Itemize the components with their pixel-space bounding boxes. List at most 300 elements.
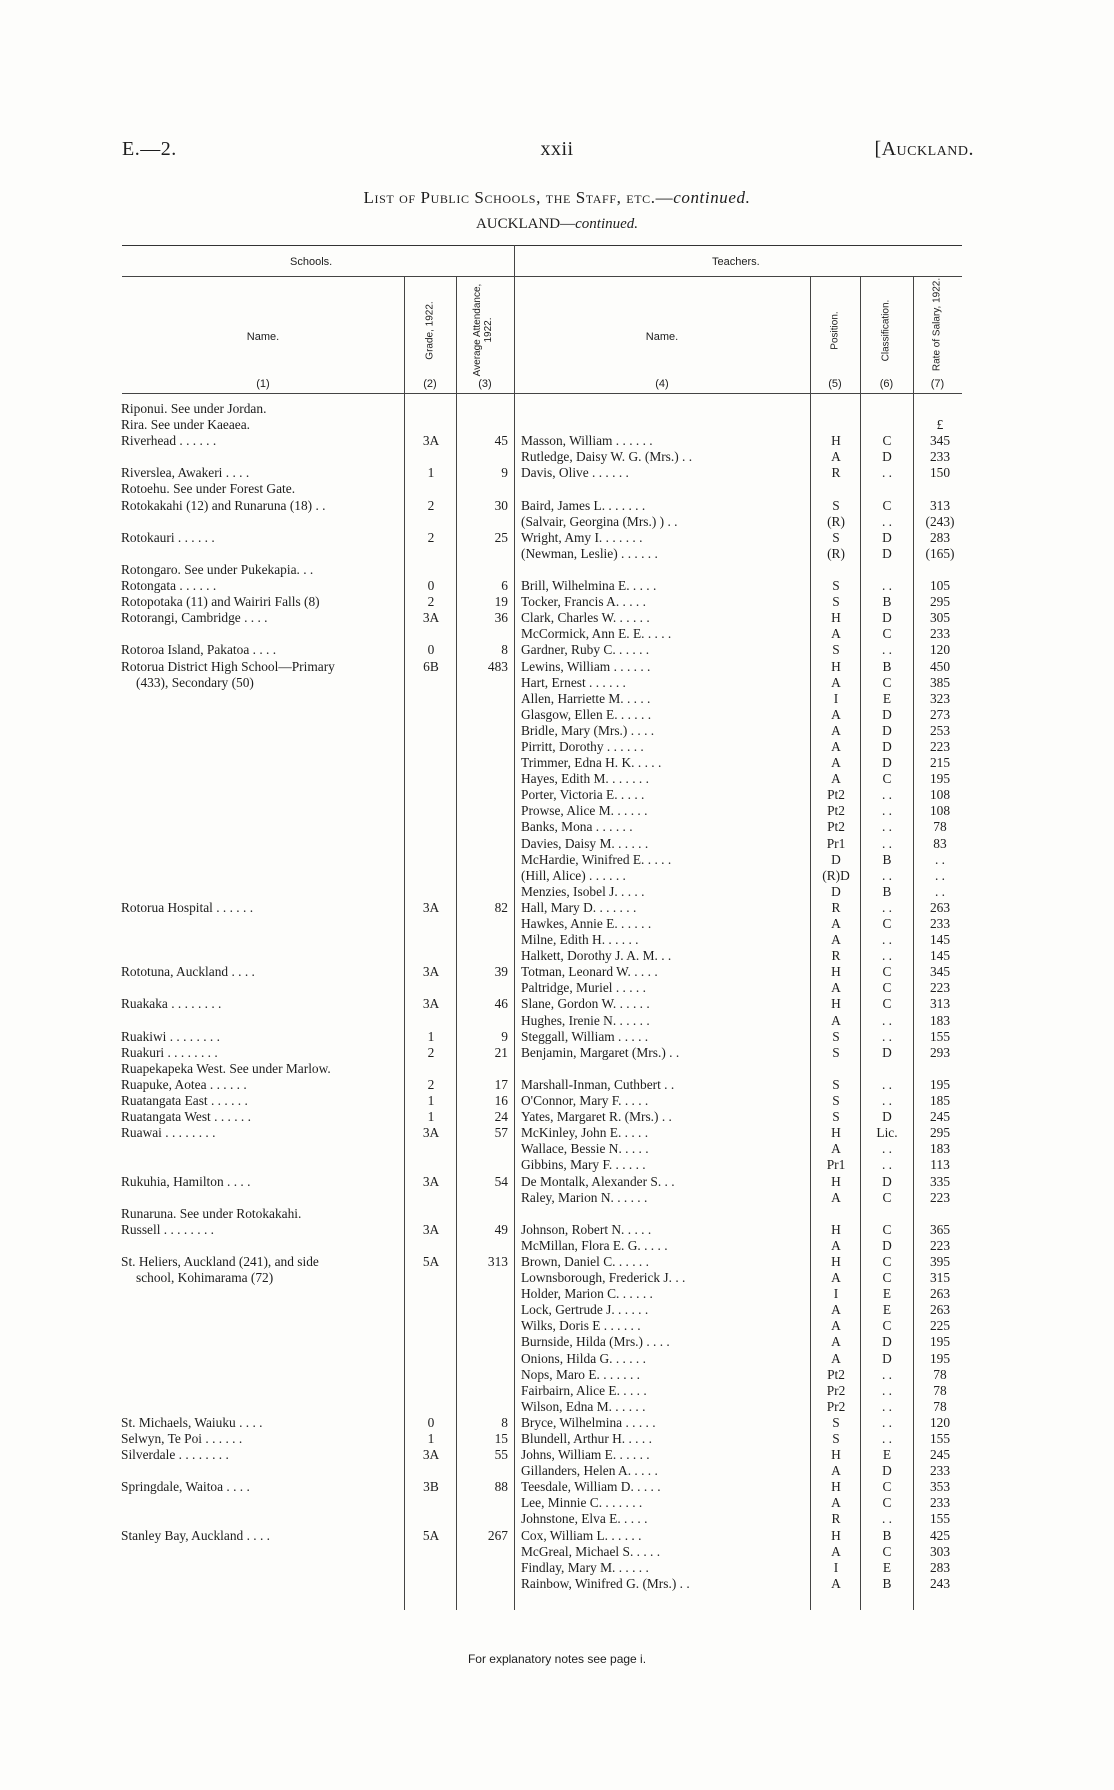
teacher-name-cell: McCormick, Ann E. E. . . . .: [521, 626, 672, 642]
classification-cell: D: [882, 1173, 892, 1189]
teacher-name-cell: Lewins, William . . . . . .: [521, 658, 651, 674]
column-number-7: (7): [930, 378, 945, 390]
table-row: [0, 1109, 1114, 1125]
position-cell: R: [831, 899, 841, 915]
grade-cell: 2: [427, 497, 435, 513]
classification-cell: D: [882, 1237, 892, 1253]
salary-cell: 233: [929, 626, 951, 642]
teacher-name-cell: Marshall-Inman, Cuthbert . .: [521, 1076, 675, 1092]
grade-cell: 1: [427, 1109, 435, 1125]
school-name-cell: Runaruna. See under Rotokakahi.: [121, 1205, 302, 1221]
teacher-name-cell: Menzies, Isobel J. . . . .: [521, 883, 645, 899]
classification-cell: . .: [881, 1076, 893, 1092]
salary-cell: £: [936, 417, 944, 433]
salary-cell: 215: [929, 755, 951, 771]
teacher-name-cell: Halkett, Dorothy J. A. M. . .: [521, 948, 672, 964]
position-cell: A: [831, 626, 841, 642]
table-row: [0, 964, 1114, 980]
classification-cell: E: [882, 1286, 892, 1302]
grade-cell: 1: [427, 1431, 435, 1446]
teacher-name-cell: (Hill, Alice) . . . . . .: [521, 867, 626, 883]
position-cell: (R): [827, 545, 845, 561]
teacher-name-cell: Holder, Marion C. . . . . .: [521, 1286, 653, 1302]
classification-cell: C: [882, 996, 892, 1012]
salary-cell: 113: [930, 1157, 950, 1173]
salary-cell: 425: [929, 1527, 951, 1543]
teacher-name-cell: Yates, Margaret R. (Mrs.) . .: [521, 1109, 672, 1125]
table-row: [0, 723, 1114, 739]
school-name-cell: Silverdale . . . . . . . .: [121, 1447, 229, 1463]
position-cell: H: [831, 433, 841, 449]
salary-cell: . .: [934, 851, 946, 867]
grade-cell: 3A: [422, 1173, 440, 1189]
classification-cell: . .: [881, 578, 893, 594]
school-name-cell: Rotoroa Island, Pakatoa . . . .: [121, 642, 277, 658]
position-cell: A: [831, 1318, 841, 1334]
teacher-name-cell: Bryce, Wilhelmina . . . . .: [521, 1414, 656, 1430]
table-row: [0, 546, 1114, 562]
grade-cell: 6B: [423, 658, 439, 674]
teacher-name-cell: Steggall, William . . . . .: [521, 1028, 649, 1044]
school-name-cell: Selwyn, Te Poi . . . . . .: [121, 1431, 243, 1446]
table-row: [0, 659, 1114, 675]
salary-cell: 105: [929, 578, 951, 594]
classification-cell: C: [882, 916, 892, 931]
table-row: [0, 1254, 1114, 1270]
classification-cell: C: [882, 1495, 892, 1511]
teacher-name-cell: Johnstone, Elva E. . . . .: [521, 1511, 648, 1527]
footer-note: For explanatory notes see page i.: [467, 1652, 647, 1666]
classification-cell: D: [882, 449, 892, 465]
classification-cell: E: [882, 1447, 892, 1463]
table-row: [0, 514, 1114, 530]
salary-cell: 283: [929, 529, 951, 545]
salary-cell: 195: [929, 1334, 951, 1350]
salary-cell: . .: [934, 867, 946, 883]
teacher-name-header: Name.: [645, 331, 679, 343]
salary-cell: 365: [929, 1221, 951, 1237]
classification-cell: . .: [881, 787, 893, 803]
position-cell: H: [831, 658, 841, 674]
classification-cell: D: [882, 1463, 892, 1479]
table-row: [0, 1061, 1114, 1077]
classification-cell: C: [882, 771, 892, 787]
attendance-cell: 45: [494, 433, 508, 449]
table-row: [0, 1495, 1114, 1511]
table-row: [0, 1463, 1114, 1479]
table-row: [0, 1334, 1114, 1350]
salary-cell: 145: [929, 948, 951, 964]
table-row: [0, 1190, 1114, 1206]
table-row: [0, 868, 1114, 884]
grade-cell: 0: [427, 642, 435, 658]
salary-cell: 120: [929, 642, 951, 658]
classification-cell: D: [882, 610, 892, 626]
teacher-name-cell: Hall, Mary D. . . . . . .: [521, 899, 637, 915]
column-number-1: (1): [256, 378, 270, 390]
salary-cell: . .: [934, 883, 946, 899]
position-cell: H: [831, 1253, 841, 1269]
school-name-cell: Ruakiwi . . . . . . . .: [121, 1028, 220, 1044]
page-title: [0, 188, 1114, 208]
classification-cell: . .: [881, 1414, 893, 1430]
table-row: [0, 626, 1114, 642]
position-cell: A: [831, 722, 841, 738]
attendance-cell: 16: [494, 1093, 508, 1109]
teacher-name-cell: Banks, Mona . . . . . .: [521, 819, 633, 835]
teacher-name-cell: Brown, Daniel C. . . . . .: [521, 1253, 649, 1269]
position-cell: A: [831, 916, 841, 931]
attendance-cell: 88: [494, 1479, 508, 1495]
position-cell: A: [831, 1237, 841, 1253]
classification-cell: . .: [881, 642, 893, 658]
classification-cell: . .: [881, 513, 893, 529]
grade-cell: 2: [427, 1044, 435, 1060]
classification-cell: D: [882, 545, 892, 561]
table-row: [0, 836, 1114, 852]
teacher-name-cell: Lee, Minnie C. . . . . . .: [521, 1495, 643, 1511]
classification-cell: . .: [881, 1431, 893, 1446]
position-cell: I: [833, 1559, 839, 1575]
table-row: [0, 465, 1114, 481]
position-cell: S: [832, 642, 840, 658]
salary-cell: (243): [925, 513, 955, 529]
school-name-header: Name.: [246, 331, 280, 343]
teacher-name-cell: Rainbow, Winifred G. (Mrs.) . .: [521, 1575, 690, 1591]
table-row: [0, 1141, 1114, 1157]
salary-cell: 223: [929, 738, 951, 754]
classification-cell: . .: [881, 465, 893, 481]
teachers-group-header: Teachers.: [712, 256, 760, 268]
table-row: [0, 980, 1114, 996]
position-cell: S: [832, 529, 840, 545]
teacher-name-cell: Raley, Marion N. . . . . .: [521, 1189, 648, 1205]
table-row: [0, 610, 1114, 626]
table-row: [0, 1383, 1114, 1399]
teacher-name-cell: (Salvair, Georgina (Mrs.) ) . .: [521, 513, 678, 529]
teacher-name-cell: Clark, Charles W. . . . . .: [521, 610, 650, 626]
salary-cell: 305: [929, 610, 951, 626]
grade-cell: 1: [427, 465, 435, 481]
teacher-name-cell: Totman, Leonard W. . . . .: [521, 964, 658, 980]
teacher-name-cell: (Newman, Leslie) . . . . . .: [521, 545, 658, 561]
grade-cell: 3A: [422, 996, 440, 1012]
salary-cell: 353: [929, 1479, 951, 1495]
position-cell: A: [831, 1141, 841, 1157]
school-name-cell: Riverslea, Awakeri . . . .: [121, 465, 250, 481]
table-row: [0, 739, 1114, 755]
column-number-2: (2): [423, 378, 437, 390]
position-cell: H: [831, 1221, 841, 1237]
attendance-cell: 9: [501, 1028, 508, 1044]
teacher-name-cell: Brill, Wilhelmina E. . . . .: [521, 578, 657, 594]
salary-cell: 313: [929, 996, 951, 1012]
table-row: [0, 1286, 1114, 1302]
position-cell: Pr1: [826, 835, 846, 851]
table-row: [0, 787, 1114, 803]
salary-cell: 195: [929, 1076, 951, 1092]
table-row: [0, 642, 1114, 658]
column-number-4: (4): [655, 378, 669, 390]
position-cell: A: [831, 706, 841, 722]
salary-cell: 155: [929, 1431, 951, 1446]
table-row: [0, 1013, 1114, 1029]
classification-cell: D: [882, 755, 892, 771]
table-row: [0, 1415, 1114, 1431]
teacher-name-cell: Johnson, Robert N. . . . .: [521, 1221, 652, 1237]
salary-cell: 273: [929, 706, 951, 722]
teacher-name-cell: Fairbairn, Alice E. . . . .: [521, 1382, 647, 1398]
teacher-name-cell: Paltridge, Muriel . . . . .: [521, 980, 646, 996]
teacher-name-cell: Gardner, Ruby C. . . . . .: [521, 642, 650, 658]
position-cell: A: [831, 1334, 841, 1350]
position-cell: (R)D: [822, 867, 850, 883]
salary-cell: 295: [929, 594, 951, 610]
classification-cell: . .: [881, 867, 893, 883]
classification-cell: . .: [881, 1398, 893, 1414]
position-cell: S: [832, 1109, 840, 1125]
school-name-cell: St. Michaels, Waiuku . . . .: [121, 1414, 263, 1430]
salary-cell: 155: [929, 1511, 951, 1527]
position-cell: R: [831, 465, 841, 481]
salary-cell: 78: [933, 1398, 947, 1414]
classification-cell: . .: [881, 1141, 893, 1157]
classification-cell: E: [882, 690, 892, 706]
teacher-name-cell: Prowse, Alice M. . . . . .: [521, 803, 648, 819]
table-row: [0, 1511, 1114, 1527]
position-cell: Pt2: [827, 803, 845, 819]
position-cell: A: [831, 1463, 841, 1479]
classification-header: Classification.: [880, 299, 892, 362]
attendance-cell: 39: [494, 964, 508, 980]
table-row: [0, 481, 1114, 497]
table-row: [0, 707, 1114, 723]
table-row: [0, 449, 1114, 465]
position-cell: H: [831, 1447, 841, 1463]
teacher-name-cell: Slane, Gordon W. . . . . .: [521, 996, 650, 1012]
salary-cell: 253: [929, 722, 951, 738]
school-name-cell: Stanley Bay, Auckland . . . .: [121, 1527, 271, 1543]
table-row: [0, 1174, 1114, 1190]
position-cell: A: [831, 755, 841, 771]
table-row: [0, 1206, 1114, 1222]
classification-cell: . .: [881, 1511, 893, 1527]
position-cell: A: [831, 1302, 841, 1318]
position-cell: H: [831, 1125, 841, 1141]
subtitle-continued: continued.: [575, 216, 639, 232]
salary-cell: 245: [929, 1109, 951, 1125]
attendance-cell: 25: [494, 529, 508, 545]
grade-cell: 3A: [422, 1125, 440, 1141]
school-name-cell: Ruapuke, Aotea . . . . . .: [121, 1076, 247, 1092]
table-row: [0, 691, 1114, 707]
classification-cell: B: [882, 594, 892, 610]
classification-cell: . .: [881, 1366, 893, 1382]
salary-cell: 450: [929, 658, 951, 674]
position-cell: A: [831, 932, 841, 948]
attendance-cell: 15: [494, 1431, 508, 1446]
position-cell: A: [831, 449, 841, 465]
table-row: [0, 1560, 1114, 1576]
attendance-header: Average Attendance, 1922.: [472, 283, 494, 377]
teacher-name-cell: Teesdale, William D. . . . .: [521, 1479, 661, 1495]
attendance-cell: 36: [494, 610, 508, 626]
salary-cell: 145: [929, 932, 951, 948]
classification-cell: B: [882, 883, 892, 899]
grade-cell: 3A: [422, 610, 440, 626]
position-cell: R: [831, 1511, 841, 1527]
teacher-name-cell: Davis, Olive . . . . . .: [521, 465, 629, 481]
title-continued: continued.: [673, 188, 751, 207]
salary-cell: 155: [929, 1028, 951, 1044]
teacher-name-cell: Porter, Victoria E. . . . .: [521, 787, 645, 803]
position-cell: I: [833, 1286, 839, 1302]
position-cell: A: [831, 1270, 841, 1286]
teacher-name-cell: McHardie, Winifred E. . . . .: [521, 851, 672, 867]
teacher-name-cell: Findlay, Mary M. . . . . .: [521, 1559, 649, 1575]
region-header: [Auckland.: [874, 138, 974, 160]
classification-cell: C: [882, 433, 892, 449]
classification-cell: . .: [881, 1157, 893, 1173]
classification-cell: C: [882, 1189, 892, 1205]
school-name-cell: Rotokakahi (12) and Runaruna (18) . .: [121, 497, 326, 513]
classification-cell: . .: [881, 803, 893, 819]
table-row: [0, 1544, 1114, 1560]
grade-cell: 2: [427, 594, 435, 610]
salary-cell: 303: [929, 1543, 951, 1559]
teacher-name-cell: Allen, Harriette M. . . . .: [521, 690, 651, 706]
school-name-cell: Rototuna, Auckland . . . .: [121, 964, 255, 980]
grade-cell: 5A: [422, 1527, 440, 1543]
grade-cell: 0: [427, 1414, 435, 1430]
classification-cell: C: [882, 674, 892, 690]
school-name-cell: Riponui. See under Jordan.: [121, 401, 267, 416]
position-cell: S: [832, 1028, 840, 1044]
salary-cell: 233: [929, 1463, 951, 1479]
table-row: [0, 900, 1114, 916]
teacher-name-cell: Hart, Ernest . . . . . .: [521, 674, 626, 690]
teacher-name-cell: Onions, Hilda G. . . . . .: [521, 1350, 646, 1366]
salary-header: Rate of Salary, 1922.: [931, 277, 943, 372]
table-row: [0, 417, 1114, 433]
position-cell: Pt2: [827, 1366, 845, 1382]
teacher-name-cell: Trimmer, Edna H. K. . . . .: [521, 755, 662, 771]
teacher-name-cell: Baird, James L. . . . . . .: [521, 497, 646, 513]
school-name-cell: Rotongata . . . . . .: [121, 578, 217, 594]
salary-cell: 323: [929, 690, 951, 706]
table-row: [0, 771, 1114, 787]
grade-cell: 3B: [423, 1479, 439, 1495]
school-name-cell: Ruawai . . . . . . . .: [121, 1125, 216, 1141]
grade-cell: 5A: [422, 1253, 440, 1269]
classification-cell: C: [882, 626, 892, 642]
salary-cell: 233: [929, 449, 951, 465]
teacher-name-cell: Milne, Edith H. . . . . .: [521, 932, 639, 948]
salary-cell: 223: [929, 980, 951, 996]
salary-cell: 78: [933, 819, 947, 835]
table-row: [0, 433, 1114, 449]
teacher-name-cell: Wright, Amy I. . . . . . .: [521, 529, 643, 545]
teacher-name-cell: Burnside, Hilda (Mrs.) . . . .: [521, 1334, 670, 1350]
classification-cell: B: [882, 1575, 892, 1591]
attendance-cell: 46: [494, 996, 508, 1012]
table-row: [0, 996, 1114, 1012]
table-row: [0, 401, 1114, 417]
position-cell: (R): [827, 513, 845, 529]
classification-cell: E: [882, 1302, 892, 1318]
attendance-cell: 8: [501, 1414, 508, 1430]
classification-cell: Lic.: [876, 1125, 898, 1141]
attendance-cell: 313: [487, 1253, 508, 1269]
salary-cell: 78: [933, 1366, 947, 1382]
position-cell: S: [832, 497, 840, 513]
teacher-name-cell: Hayes, Edith M. . . . . . .: [521, 771, 649, 787]
teacher-name-cell: McKinley, John E. . . . .: [521, 1125, 649, 1141]
position-cell: D: [831, 883, 841, 899]
table-row: [0, 1302, 1114, 1318]
salary-cell: 283: [929, 1559, 951, 1575]
table-row: [0, 1528, 1114, 1544]
staff-table-body: [0, 401, 1114, 1592]
position-cell: R: [831, 948, 841, 964]
classification-cell: . .: [881, 1093, 893, 1109]
salary-cell: 195: [929, 771, 951, 787]
table-row: [0, 948, 1114, 964]
position-cell: Pt2: [827, 787, 845, 803]
salary-cell: 83: [933, 835, 947, 851]
classification-cell: . .: [881, 1028, 893, 1044]
teacher-name-cell: McGreal, Michael S. . . . .: [521, 1543, 661, 1559]
attendance-cell: 267: [487, 1527, 508, 1543]
schools-group-header: Schools.: [290, 256, 333, 268]
table-row: [0, 1576, 1114, 1592]
teacher-name-cell: O'Connor, Mary F. . . . .: [521, 1093, 649, 1109]
classification-cell: . .: [881, 948, 893, 964]
teacher-name-cell: Hawkes, Annie E. . . . . .: [521, 916, 652, 931]
table-row: [0, 916, 1114, 932]
classification-cell: E: [882, 1559, 892, 1575]
school-name-cell: Rotorua District High School—Primary: [121, 658, 335, 674]
position-cell: S: [832, 1431, 840, 1446]
attendance-cell: 82: [494, 899, 508, 915]
teacher-name-cell: Benjamin, Margaret (Mrs.) . .: [521, 1044, 680, 1060]
page-number: xxii: [540, 138, 574, 160]
table-row: [0, 1157, 1114, 1173]
teacher-name-cell: Blundell, Arthur H. . . . .: [521, 1431, 652, 1446]
teacher-name-cell: Wallace, Bessie N. . . . .: [521, 1141, 649, 1157]
table-row: [0, 578, 1114, 594]
teacher-name-cell: McMillan, Flora E. G. . . . .: [521, 1237, 668, 1253]
grade-cell: 0: [427, 578, 435, 594]
teacher-name-cell: Bridle, Mary (Mrs.) . . . .: [521, 722, 655, 738]
position-cell: A: [831, 1495, 841, 1511]
salary-cell: 345: [929, 433, 951, 449]
table-row: [0, 852, 1114, 868]
classification-cell: C: [882, 980, 892, 996]
school-name-cell: Springdale, Waitoa . . . .: [121, 1479, 250, 1495]
column-number-3: (3): [478, 378, 492, 390]
position-cell: A: [831, 980, 841, 996]
table-row: [0, 884, 1114, 900]
teacher-name-cell: Johns, William E. . . . . .: [521, 1447, 650, 1463]
school-name-cell: Rira. See under Kaeaea.: [121, 417, 251, 433]
classification-cell: C: [882, 964, 892, 980]
position-cell: Pr1: [826, 1157, 846, 1173]
salary-cell: 345: [929, 964, 951, 980]
position-cell: H: [831, 610, 841, 626]
table-row: [0, 1447, 1114, 1463]
position-cell: H: [831, 964, 841, 980]
